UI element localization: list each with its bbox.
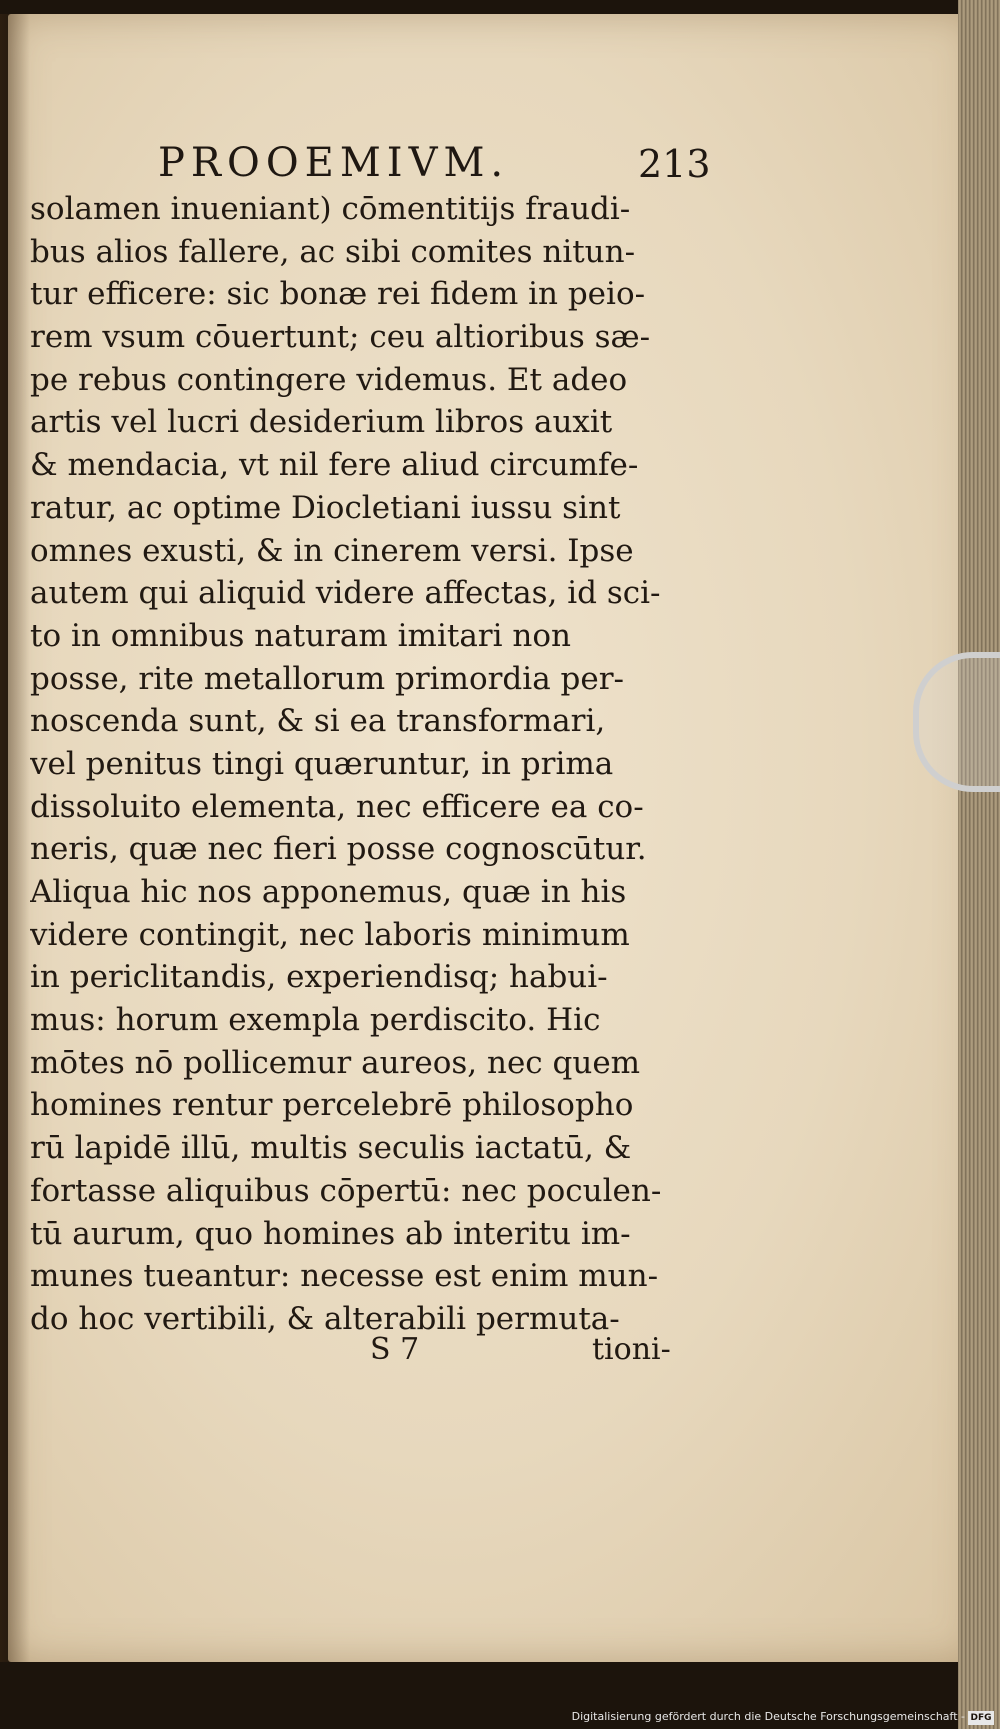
page-footer xyxy=(30,1332,720,1378)
text-line: mōtes nō pollicemur aureos, nec quem xyxy=(30,1044,641,1081)
text-line: noscenda sunt, & si ea transformari, xyxy=(30,703,606,740)
text-line: rem vsum cōuertunt; ceu altioribus sæ- xyxy=(30,319,651,356)
text-line: pe rebus contingere videmus. Et adeo xyxy=(30,361,628,398)
body-text xyxy=(30,188,720,1341)
text-line: tur efficere: sic bonæ rei fidem in peio- xyxy=(30,276,646,313)
text-line: fortasse aliquibus cōpertū: nec poculen- xyxy=(30,1172,662,1209)
dfg-logo: DFG xyxy=(968,1711,994,1725)
text-line: & mendacia, vt nil fere aliud circumfe- xyxy=(30,447,639,484)
text-line: in periclitandis, experiendisq; habui- xyxy=(30,959,608,996)
catchword: tioni- xyxy=(592,1332,671,1367)
text-line: munes tueantur: necesse est enim mun- xyxy=(30,1258,659,1295)
text-line: ratur, ac optime Diocletiani iussu sint xyxy=(30,489,621,526)
digitization-attribution: Digitalisierung gefördert durch die Deutsche Forschungsgemeinschaft - xyxy=(571,1710,965,1723)
signature-mark: S 7 xyxy=(370,1332,420,1367)
text-line: autem qui aliquid videre affectas, id sci- xyxy=(30,575,661,612)
running-header xyxy=(158,140,718,190)
text-line: bus alios fallere, ac sibi comites nitun- xyxy=(30,233,636,270)
text-line: omnes exusti, & in cinerem versi. Ipse xyxy=(30,532,634,569)
text-line: dissoluito elementa, nec efficere ea co- xyxy=(30,788,644,825)
running-title: PROOEMIVM. xyxy=(158,140,510,186)
text-line: to in omnibus naturam imitari non xyxy=(30,617,571,654)
book-page-edges xyxy=(958,0,1000,1729)
text-line: mus: horum exempla perdiscito. Hic xyxy=(30,1002,601,1039)
text-line: videre contingit, nec laboris minimum xyxy=(30,916,630,953)
text-line: vel penitus tingi quæruntur, in prima xyxy=(30,745,614,782)
text-line: Aliqua hic nos apponemus, quæ in his xyxy=(30,874,627,910)
text-line: rū lapidē illū, multis seculis iactatū, & xyxy=(30,1130,632,1167)
folio-number: 213 xyxy=(638,142,711,186)
text-line: artis vel lucri desiderium libros auxit xyxy=(30,404,613,441)
gutter-shadow xyxy=(0,14,30,1662)
text-line: neris, quæ nec fieri posse cognoscūtur. xyxy=(30,831,647,868)
text-line: tū aurum, quo homines ab interitu im- xyxy=(30,1215,631,1252)
text-line: homines rentur percelebrē philosopho xyxy=(30,1087,634,1124)
text-line: solamen inueniant) cōmentitijs fraudi- xyxy=(30,191,631,227)
text-line: posse, rite metallorum primordia per- xyxy=(30,660,625,697)
text-line: do hoc vertibili, & alterabili permuta- xyxy=(30,1300,620,1337)
